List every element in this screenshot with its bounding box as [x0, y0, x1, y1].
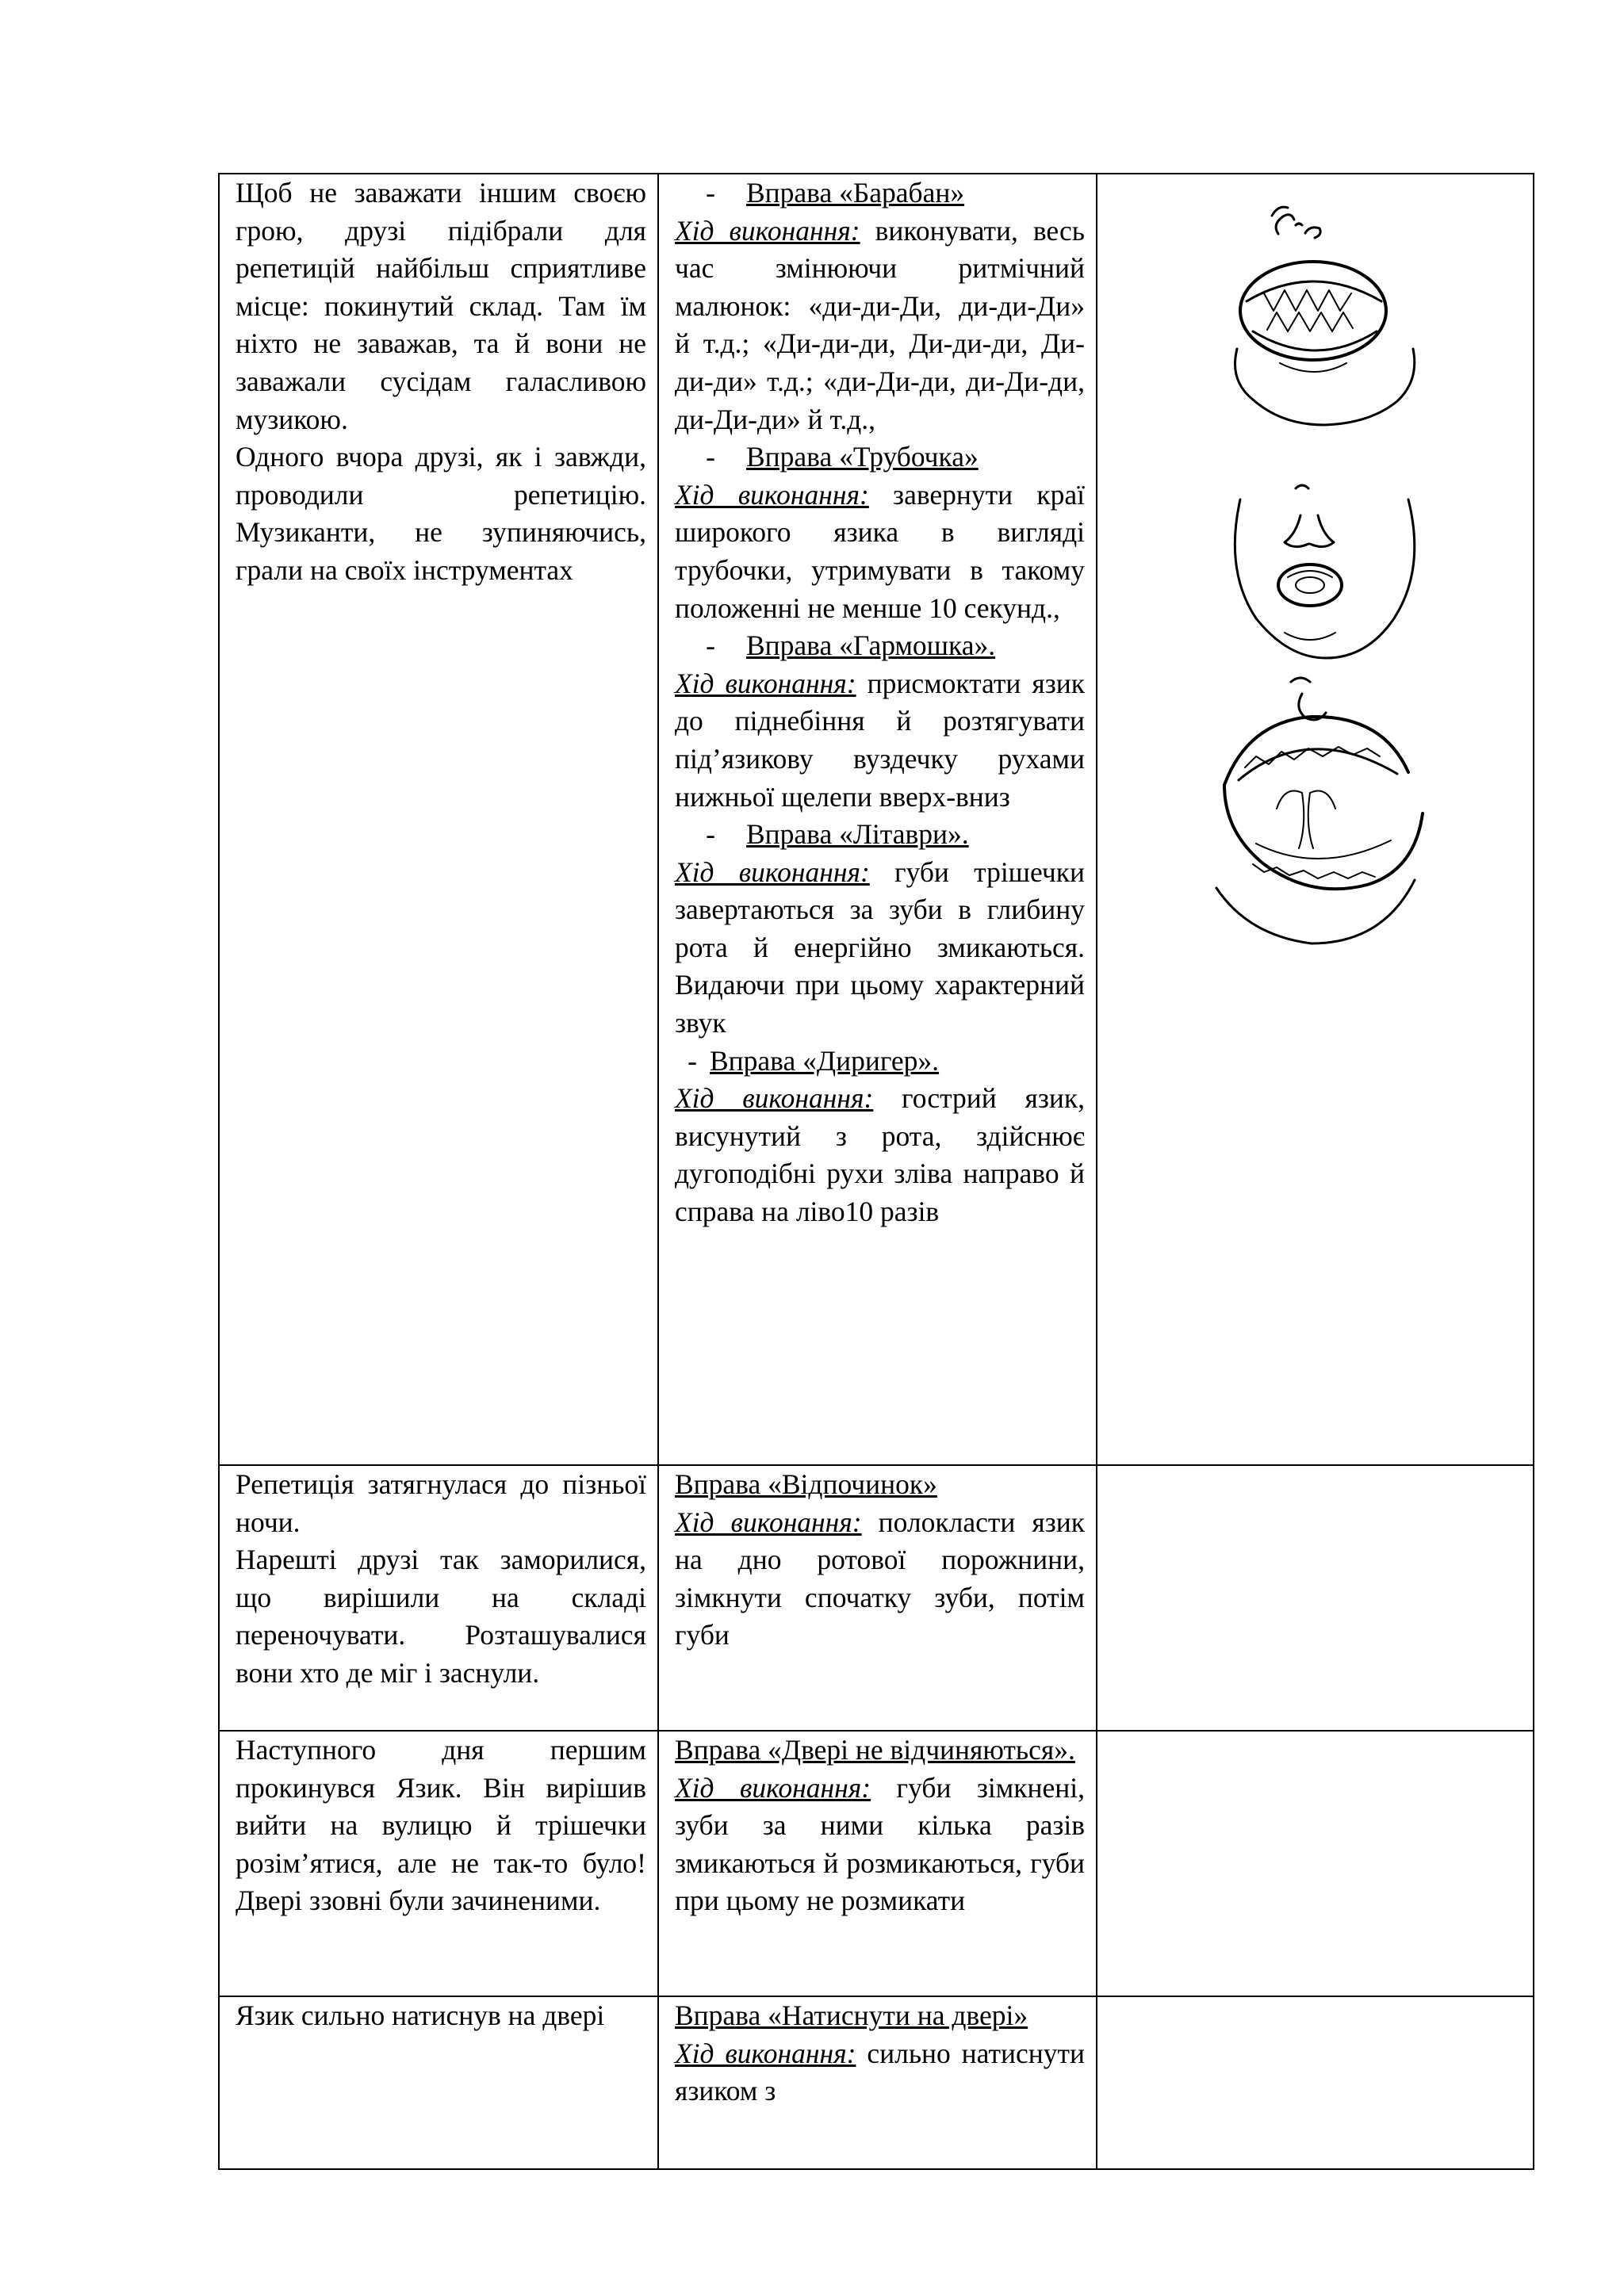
exercise-title-line	[675, 174, 1085, 212]
exercise-description	[675, 476, 1085, 627]
story-paragraph: Нарешті друзі так заморилися, що вирішили на складі переночувати. Розташувалися вони хто де міг і заснули.	[236, 1544, 646, 1689]
exercise-title-line	[675, 1997, 1085, 2035]
exercise-description	[675, 854, 1085, 1043]
exercise-title: Вправа «Трубочка»	[746, 441, 979, 473]
procedure-label: Хід виконання:	[675, 855, 870, 888]
dash-marker: -	[706, 818, 715, 851]
exercise-title: Вправа «Гармошка».	[746, 629, 996, 662]
exercise-title-line	[675, 816, 1085, 854]
procedure-label: Хід виконання:	[675, 2037, 856, 2069]
exercise-cell	[658, 1465, 1097, 1731]
exercise-cell	[658, 174, 1097, 1465]
table-row	[219, 1731, 1534, 1996]
exercise-cell	[658, 1731, 1097, 1996]
dash-marker: -	[706, 441, 715, 473]
procedure-label: Хід виконання:	[675, 1082, 874, 1115]
procedure-text: сильно натиснути язиком з	[675, 2037, 1086, 2107]
story-paragraph: Язик сильно натиснув на двері	[236, 1999, 605, 2031]
procedure-text: губи трішечки завертаються за зуби в глибину рота й енергійно змикаються. Видаючи при цьому характерний звук	[675, 855, 1085, 1039]
illustration-cell	[1097, 1731, 1534, 1996]
table-row	[219, 1465, 1534, 1731]
procedure-label: Хід виконання:	[675, 667, 856, 699]
dash-marker: -	[706, 177, 715, 209]
exercise-title: Вправа «Диригер».	[710, 1044, 940, 1077]
mouth-illustrations	[1097, 174, 1534, 967]
illustration-cell	[1097, 1465, 1534, 1731]
story-paragraph: Щоб не заважати іншим своєю грою, друзі підібрали для репетицій найбільш сприятливе місце: покинутий склад. Там їм ніхто не заважав, та й вони не заважали сусідам галасливою музикою.	[236, 177, 646, 435]
dash-marker: -	[688, 1044, 697, 1077]
procedure-text: присмоктати язик до піднебіння й розтягувати під’язикову вуздечку рухами нижньої щелепи вверх-вниз	[675, 667, 1085, 813]
exercise-title-line	[675, 1732, 1085, 1770]
story-cell	[219, 1996, 658, 2169]
exercise-description	[675, 1504, 1085, 1655]
procedure-text: завернути краї широкого язика в вигляді трубочки, утримувати в такому положенні не менше 10 секунд.,	[675, 478, 1085, 624]
story-paragraph: Наступного дня першим прокинувся Язик. Він вирішив вийти на вулицю й трішечки розім’ятися, але не так-то було! Двері ззовні були зачиненими.	[236, 1734, 646, 1917]
story-cell	[219, 1731, 658, 1996]
exercise-description	[675, 665, 1085, 816]
exercise-table	[218, 173, 1534, 2170]
table-row	[219, 174, 1534, 1465]
procedure-text: виконувати, весь час змінюючи ритмічний малюнок: «ди-ди-Ди, ди-ди-Ди» й т.д.; «Ди-ди-ди, Ди-ди-ди, Ди-ди-ди» т.д.; «ди-Ди-ди, ди-Ди-ди, ди-Ди-ди» й т.д.,	[675, 214, 1085, 435]
procedure-label: Хід виконання:	[675, 214, 860, 247]
illustration-cell	[1097, 1996, 1534, 2169]
exercise-title-line	[675, 1466, 1085, 1504]
exercise-title: Вправа «Відпочинок»	[675, 1468, 937, 1500]
table-row	[219, 1996, 1534, 2169]
procedure-label: Хід виконання:	[675, 1771, 871, 1804]
procedure-label: Хід виконання:	[675, 1506, 862, 1538]
story-paragraph: Одного вчора друзі, як і завжди, проводили репетицію. Музиканти, не зупиняючись, грали на своїх інструментах	[236, 441, 646, 586]
illustration-cell	[1097, 174, 1534, 1465]
story-cell	[219, 1465, 658, 1731]
accordion-mouth-illustration	[1216, 678, 1423, 943]
story-paragraph: Репетиція затягнулася до пізньої ночи.	[236, 1468, 646, 1538]
exercise-title-line	[675, 1043, 1085, 1081]
tube-mouth-illustration	[1235, 485, 1414, 658]
dash-marker: -	[706, 629, 715, 662]
procedure-label: Хід виконання:	[675, 478, 869, 511]
procedure-text: губи зімкнені, зуби за ними кілька разів змикаються й розмикаються, губи при цьому не розмикати	[675, 1771, 1086, 1917]
drum-mouth-illustration	[1235, 207, 1415, 425]
exercise-description	[675, 1080, 1085, 1230]
exercise-title: Вправа «Барабан»	[746, 177, 965, 209]
exercise-description	[675, 1770, 1085, 1920]
exercise-title: Вправа «Літаври».	[746, 818, 969, 851]
procedure-text: полокласти язик на дно ротової порожнини, зімкнути спочатку зуби, потім губи	[675, 1506, 1085, 1651]
exercise-title: Вправа «Двері не відчиняються».	[675, 1734, 1075, 1766]
exercise-description	[675, 212, 1085, 439]
story-cell	[219, 174, 658, 1465]
exercise-title: Вправа «Натиснути на двері»	[675, 1999, 1028, 2031]
exercise-title-line	[675, 627, 1085, 665]
exercise-cell	[658, 1996, 1097, 2169]
procedure-text: гострий язик, висунутий з рота, здійснює дугоподібні рухи зліва направо й справа на ліво10 разів	[675, 1082, 1086, 1228]
exercise-description	[675, 2035, 1085, 2110]
exercise-title-line	[675, 438, 1085, 476]
